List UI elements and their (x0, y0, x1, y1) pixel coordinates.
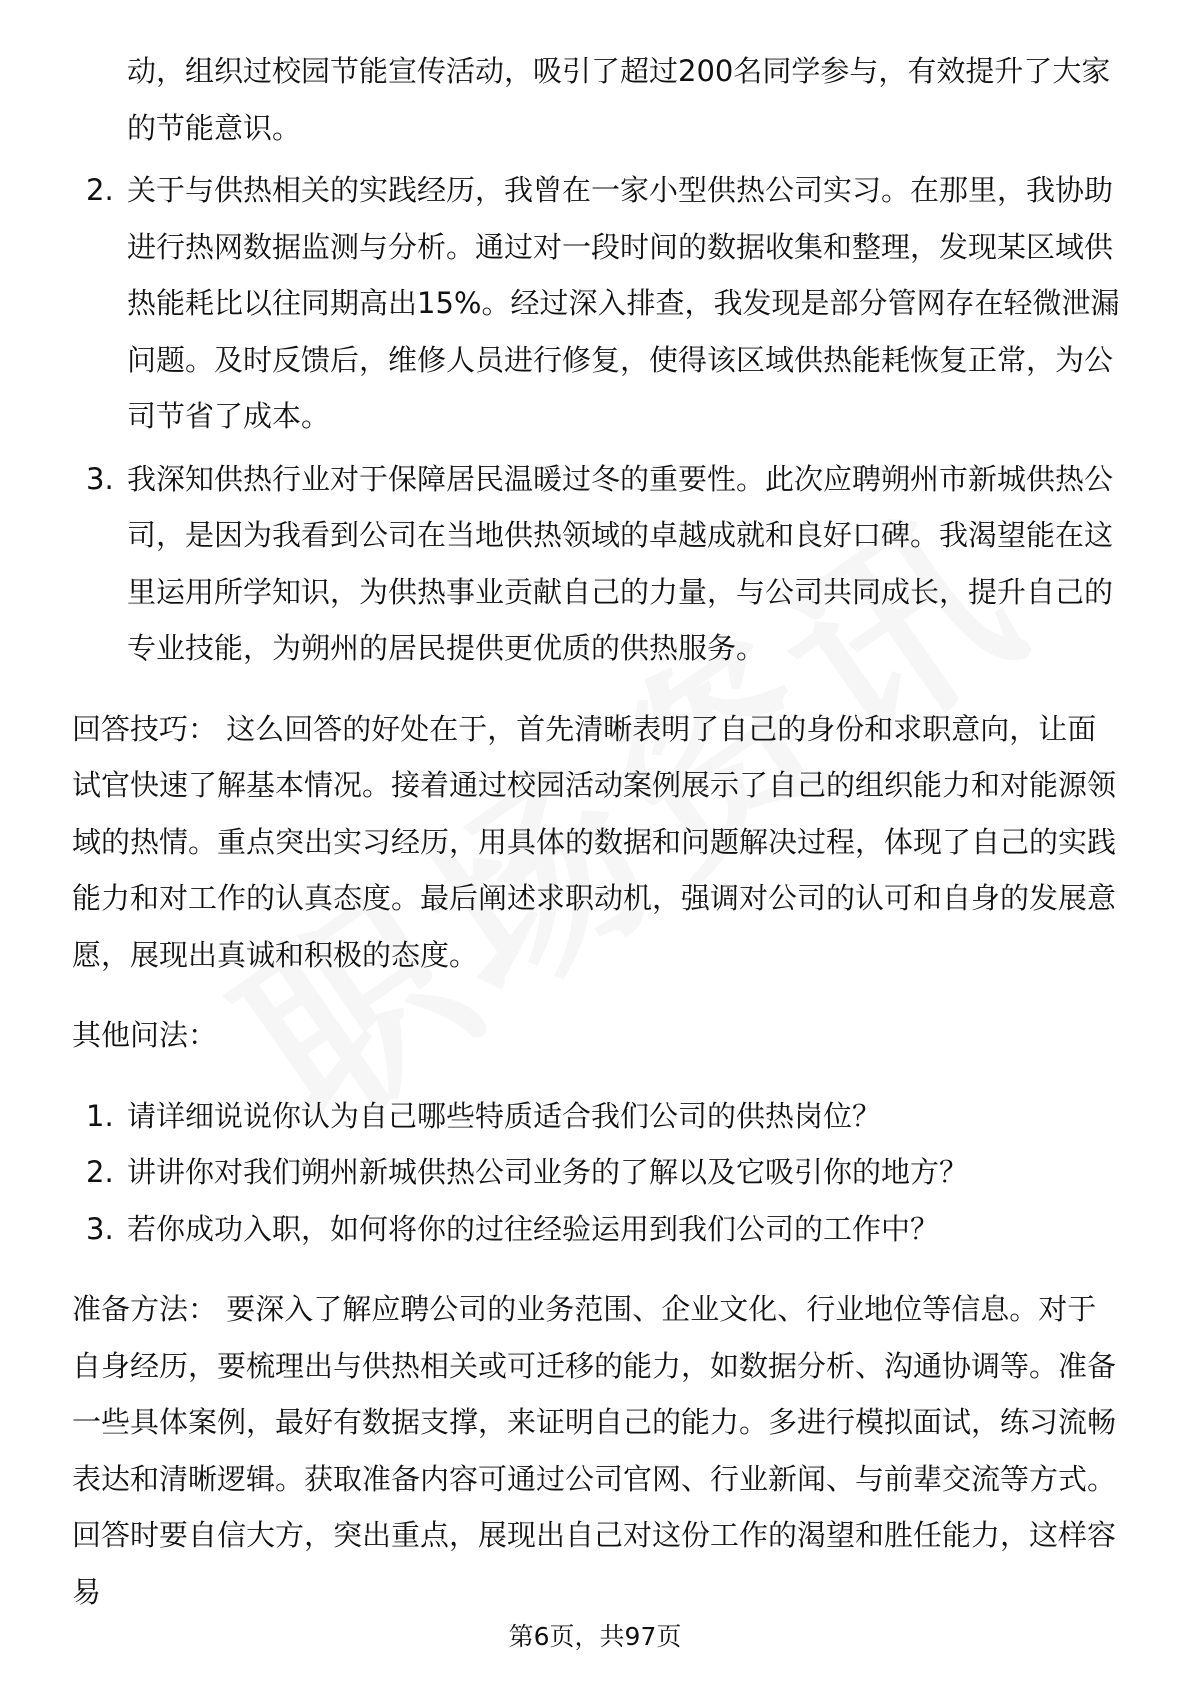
list-item (72, 162, 1122, 445)
answer-tips-paragraph: 回答技巧： 这么回答的好处在于，首先清晰表明了自己的身份和求职意向，让面试官快速了解基本情况。接着通过校园活动案例展示了自己的组织能力和对能源领域的热情。重点突出实习经历，用具体的数据和问题解决过程，体现了自己的实践能力和对工作的认真态度。最后阐述求职动机，强调对公司的认可和自身的发展意愿，展现出真诚和积极的态度。 (72, 711, 1117, 972)
list-item (72, 1088, 1122, 1145)
list-number: 1. (86, 1098, 114, 1133)
list-item-text: 请详细说说你认为自己哪些特质适合我们公司的供热岗位？ (127, 1098, 882, 1133)
list-item-text: 讲讲你对我们朔州新城供热公司业务的了解以及它吸引你的地方？ (127, 1155, 969, 1189)
other-questions-heading: 其他问法： (72, 1018, 218, 1052)
preparation-paragraph: 准备方法： 要深入了解应聘公司的业务范围、企业文化、行业地位等信息。对于自身经历，要梳理出与供热相关或可迁移的能力，如数据分析、沟通协调等。准备一些具体案例，最好有数据支撑，来证明自己的能力。多进行模拟面试，练习流畅表达和清晰逻辑。获取准备内容可通过公司官网、行业新闻、与前辈交流等方式。回答时要自信大方，突出重点，展现出自己对这份工作的渴望和胜任能力，这样容易 (72, 1292, 1117, 1609)
list-item (72, 1201, 1122, 1258)
list-item-text: 我深知供热行业对于保障居民温暖过冬的重要性。此次应聘朔州市新城供热公司，是因为我看到公司在当地供热领域的卓越成就和良好口碑。我渴望能在这里运用所学知识，为供热事业贡献自己的力量，与公司共同成长，提升自己的专业技能，为朔州的居民提供更优质的供热服务。 (127, 461, 1114, 665)
page-content (72, 43, 1122, 1620)
list-item-text: 若你成功入职，如何将你的过往经验运用到我们公司的工作中？ (127, 1211, 940, 1246)
list-item-text: 关于与供热相关的实践经历，我曾在一家小型供热公司实习。在那里，我协助进行热网数据监测与分析。通过对一段时间的数据收集和整理，发现某区域供热能耗比以往同期高出15%。经过深入排查，我发现是部分管网存在轻微泄漏问题。及时反馈后，维修人员进行修复，使得该区域供热能耗恢复正常，为公司节省了成本。 (127, 173, 1120, 433)
list-item (72, 451, 1122, 677)
list-number: 3. (86, 461, 114, 496)
list-item (72, 1144, 1122, 1201)
list-number: 3. (86, 1211, 114, 1246)
list-item-continuation: 动，组织过校园节能宣传活动，吸引了超过200名同学参与，有效提升了大家的节能意识。 (127, 54, 1111, 145)
answer-list (72, 162, 1122, 677)
list-number: 2. (86, 1155, 114, 1189)
list-number: 2. (86, 173, 114, 207)
other-questions-list (72, 1088, 1122, 1258)
page-number-footer: 第6页，共97页 (508, 1622, 682, 1651)
